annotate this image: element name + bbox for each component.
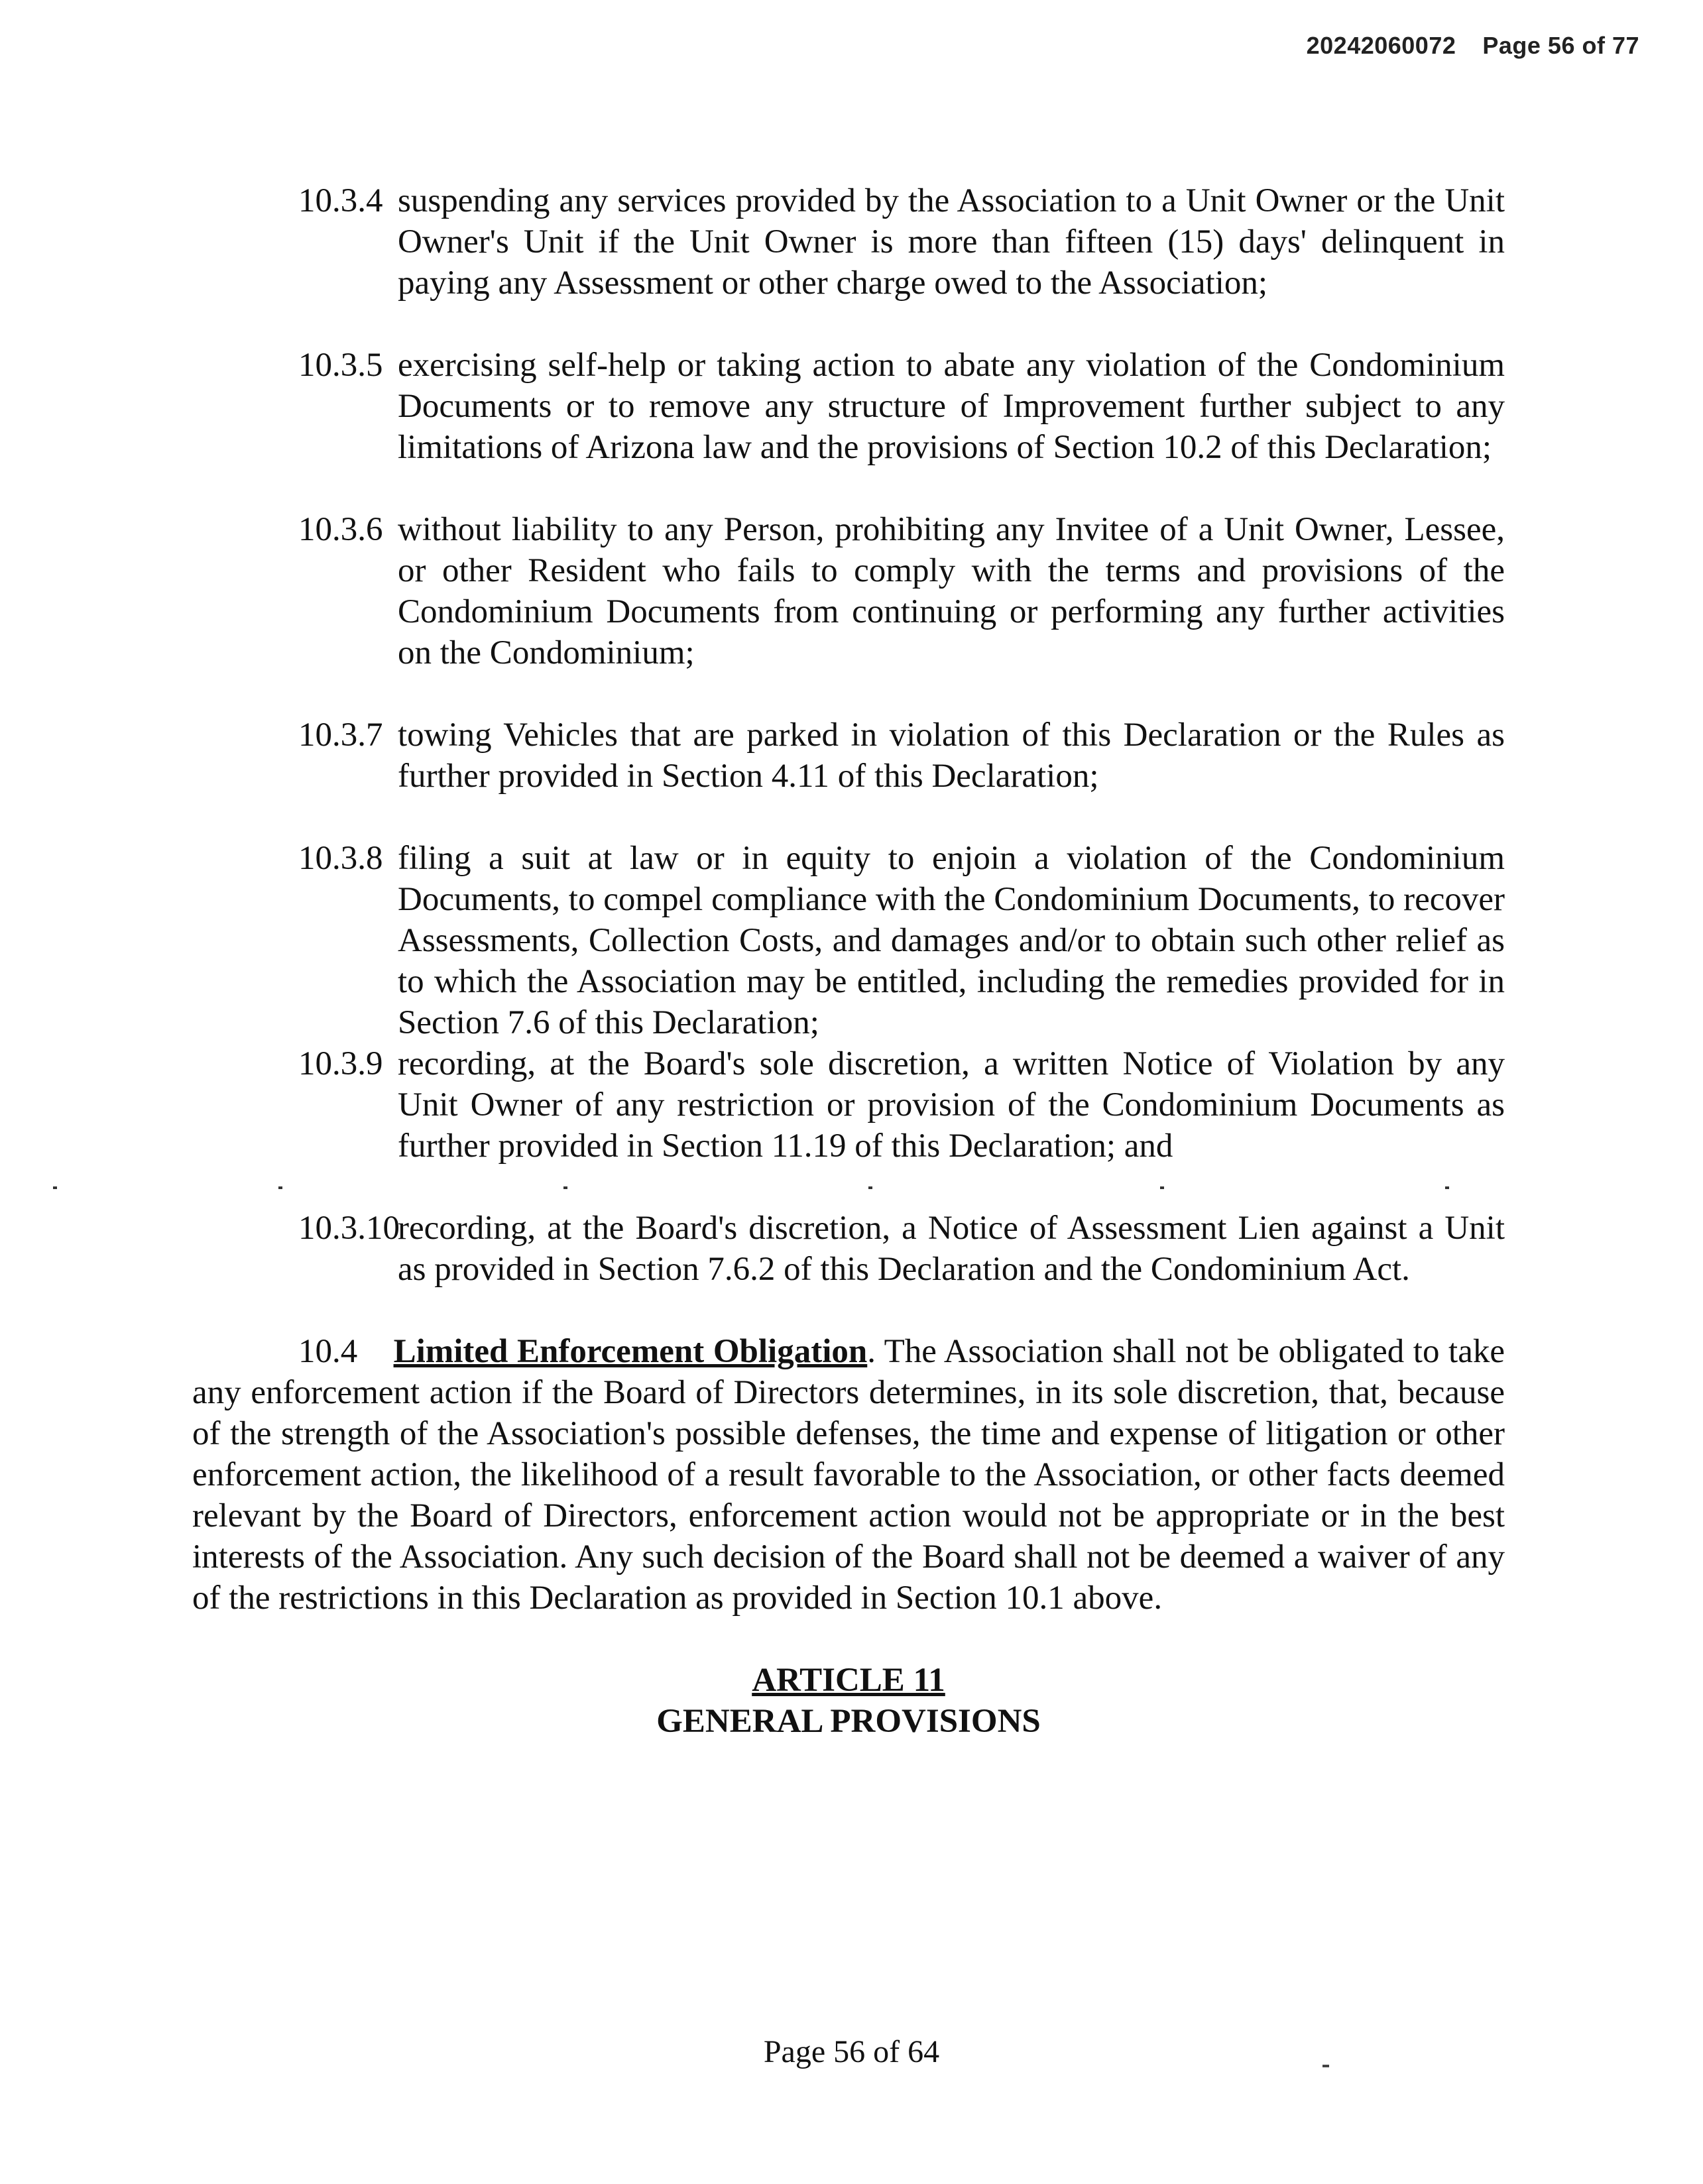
scan-dot: [1445, 1186, 1449, 1189]
subsection-text: recording, at the Board's sole discretion, a written Notice of Violation by any Unit Owner of any restriction or provision of the Condominium Documents as further provided in Section 11.19 of this Declaration; and: [398, 1045, 1505, 1165]
section-text: . The Association shall not be obligated to take any enforcement action if the Board of Directors determines, in its sole discretion, that, because of the strength of the Association's possible defenses, the time and expense of litigation or other enforcement action, the likelihood of a result favorable to the Association, or other facts deemed relevant by the Board of Directors, enforcement action would not be appropriate or in the best interests of the Association. Any such decision of the Board shall not be deemed a waiver of any of the restrictions in this Declaration as provided in Section 10.1 above.: [192, 1333, 1505, 1617]
scan-artifact-line: [192, 1167, 1505, 1208]
recording-header: [1307, 32, 1639, 60]
subsection-text: suspending any services provided by the Association to a Unit Owner or the Unit Owner's Unit if the Unit Owner is more than fifteen (15) days' delinquent in paying any Assessment or other charge owed to the Association;: [398, 182, 1505, 302]
subsection-number: 10.3.6: [298, 511, 383, 548]
subsection-10-3-5: [192, 345, 1505, 468]
subsection-10-3-9: [192, 1043, 1505, 1167]
subsection-10-3-6: [192, 509, 1505, 673]
page-footer: Page 56 of 64: [763, 2034, 940, 2069]
document-number: 20242060072: [1306, 32, 1456, 59]
subsection-text: filing a suit at law or in equity to enjoin a violation of the Condominium Documents, to compel compliance with the Condominium Documents, to recover Assessments, Collection Costs, and damages and/or to obtain such other relief as to which the Association may be entitled, including the remedies provided for in Section 7.6 of this Declaration;: [398, 840, 1505, 1041]
subsection-number: 10.3.8: [298, 840, 383, 877]
subsection-number: 10.3.5: [298, 347, 383, 384]
subsection-text: without liability to any Person, prohibiting any Invitee of a Unit Owner, Lessee, or other Resident who fails to comply with the terms and provisions of the Condominium Documents from continuing or performing any further activities on the Condominium;: [398, 511, 1505, 671]
subsection-number: 10.3.9: [298, 1045, 383, 1082]
document-body: [192, 180, 1505, 1742]
subsection-number: 10.3.7: [298, 717, 383, 754]
section-heading: Limited Enforcement Obligation: [393, 1333, 868, 1370]
subsection-text: exercising self-help or taking action to abate any violation of the Condominium Documents or to remove any structure of Improvement further subject to any limitations of Arizona law and the provisions of Section 10.2 of this Declaration;: [398, 347, 1505, 466]
scan-dot: [563, 1186, 567, 1189]
article-title: GENERAL PROVISIONS: [656, 1703, 1041, 1740]
subsection-10-3-7: [192, 715, 1505, 797]
subsection-number: 10.3.4: [298, 182, 383, 219]
subsection-text: towing Vehicles that are parked in violation of this Declaration or the Rules as further provided in Section 4.11 of this Declaration;: [398, 717, 1505, 795]
recorder-page-label: Page 56 of 77: [1482, 32, 1639, 59]
subsection-text: recording, at the Board's discretion, a Notice of Assessment Lien against a Unit as provided in Section 7.6.2 of this Declaration and the Condominium Act.: [398, 1210, 1505, 1288]
subsection-10-3-10: [192, 1208, 1505, 1290]
article-heading: [192, 1660, 1505, 1742]
scan-artifact-mark: [1322, 2065, 1329, 2067]
section-10-4: [192, 1331, 1505, 1619]
subsection-10-3-8: [192, 838, 1505, 1043]
subsection-number: 10.3.10: [298, 1210, 400, 1247]
subsection-10-3-4: [192, 180, 1505, 304]
scan-dot: [278, 1186, 282, 1189]
scan-dot: [53, 1186, 57, 1189]
scan-dot: [868, 1186, 872, 1189]
section-number: 10.4: [298, 1333, 358, 1370]
article-number: ARTICLE 11: [752, 1662, 945, 1699]
scan-dot: [1160, 1186, 1164, 1189]
